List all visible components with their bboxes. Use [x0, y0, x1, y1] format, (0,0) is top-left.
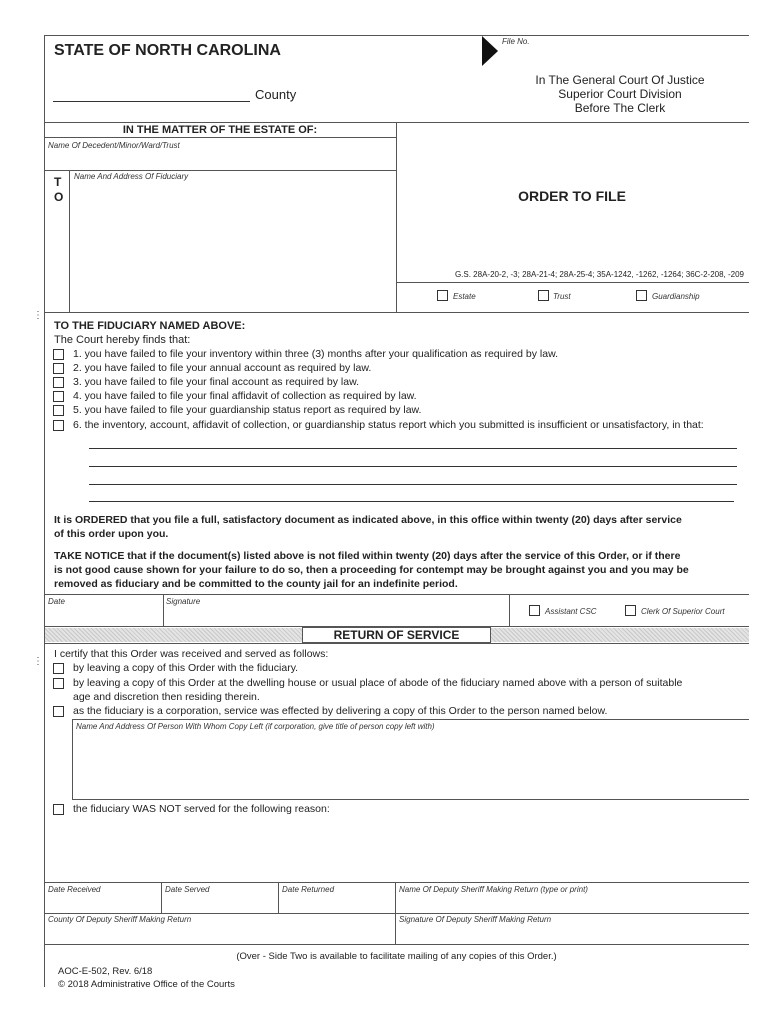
court-lines	[495, 73, 745, 115]
ordered-line-2: of this order upon you.	[54, 528, 169, 540]
finding-3-checkbox[interactable]	[53, 377, 64, 388]
finding-6-text: 6. the inventory, account, affidavit of collection, or guardianship status report which you submitted is insufficient or unsatisfactory, in that:	[73, 419, 704, 431]
date-received-field[interactable]	[48, 896, 158, 910]
court-line: Before The Clerk	[574, 101, 666, 115]
finding-6-checkbox[interactable]	[53, 420, 64, 431]
service-option-1-text: by leaving a copy of this Order with the fiduciary.	[73, 662, 299, 674]
shaded-band-right	[491, 628, 749, 642]
divider	[396, 282, 749, 283]
date-returned-label: Date Returned	[282, 885, 335, 894]
notice-line-2: is not good cause shown for your failure to do so, then a proceeding for contempt may be brought against you and you may be	[54, 564, 689, 576]
signature-label: Signature	[166, 597, 201, 606]
finding-1-checkbox[interactable]	[53, 349, 64, 360]
date-received-label: Date Received	[48, 885, 101, 894]
fiduciary-field[interactable]	[74, 184, 392, 308]
finding-5-text: 5. you have failed to file your guardianship status report as required by law.	[73, 404, 422, 416]
person-copy-left-box[interactable]	[72, 719, 749, 800]
divider	[44, 643, 749, 644]
trust-label: Trust	[553, 292, 571, 301]
court-line: In The General Court Of Justice	[535, 73, 705, 87]
return-of-service-heading: RETURN OF SERVICE	[302, 627, 491, 643]
assistant-csc-label: Assistant CSC	[545, 607, 597, 616]
person-copy-left-label: Name And Address Of Person With Whom Copy Left (if corporation, give title of person copy left with)	[76, 722, 435, 731]
divider	[161, 882, 162, 913]
notice-line-3: removed as fiduciary and be committed to the county jail for an indefinite period.	[54, 578, 458, 590]
service-option-2-text: by leaving a copy of this Order at the dwelling house or usual place of abode of the fiduciary named above with a person of suitable	[73, 677, 683, 689]
file-no-field[interactable]	[498, 52, 748, 66]
divider	[44, 170, 396, 171]
guardianship-checkbox[interactable]	[636, 290, 647, 301]
findings-intro: The Court hereby finds that:	[54, 334, 191, 346]
deputy-county-field[interactable]	[48, 926, 392, 940]
to-letter-o: O	[54, 190, 64, 204]
finding-3-text: 3. you have failed to file your final account as required by law.	[73, 376, 360, 388]
signature-field[interactable]	[166, 608, 504, 624]
left-border	[44, 35, 45, 987]
file-no-label: File No.	[502, 37, 530, 46]
service-option-1-checkbox[interactable]	[53, 663, 64, 674]
fiduciary-label: Name And Address Of Fiduciary	[74, 172, 189, 181]
state-title: STATE OF NORTH CAROLINA	[54, 42, 281, 59]
finding-2-text: 2. you have failed to file your annual account as required by law.	[73, 362, 372, 374]
matter-divider	[396, 122, 397, 312]
divider	[44, 944, 749, 945]
divider	[44, 882, 749, 883]
deputy-signature-label: Signature Of Deputy Sheriff Making Return	[399, 915, 552, 924]
decedent-name-label: Name Of Decedent/Minor/Ward/Trust	[48, 141, 180, 150]
service-option-2-checkbox[interactable]	[53, 678, 64, 689]
form-id: AOC-E-502, Rev. 6/18	[58, 966, 153, 977]
over-note: (Over - Side Two is available to facilitate mailing of any copies of this Order.)	[236, 951, 557, 962]
date-label: Date	[48, 597, 65, 606]
statutes: G.S. 28A-20-2, -3; 28A-21-4; 28A-25-4; 35A-1242, -1262, -1264; 36C-2-208, -209	[454, 270, 744, 279]
finding-4-checkbox[interactable]	[53, 391, 64, 402]
ordered-line-1: It is ORDERED that you file a full, satisfactory document as indicated above, in this office within twenty (20) days after service	[54, 514, 682, 526]
order-title: ORDER TO FILE	[518, 188, 626, 204]
finding-5-checkbox[interactable]	[53, 405, 64, 416]
trust-checkbox[interactable]	[538, 290, 549, 301]
divider	[44, 137, 396, 138]
shaded-band-left	[45, 628, 302, 642]
not-served-text: the fiduciary WAS NOT served for the following reason:	[73, 803, 330, 815]
county-label: County	[255, 87, 297, 102]
assistant-csc-checkbox[interactable]	[529, 605, 540, 616]
date-field[interactable]	[48, 608, 158, 624]
estate-label: Estate	[453, 292, 476, 301]
deputy-name-label: Name Of Deputy Sheriff Making Return (type or print)	[399, 885, 588, 894]
reason-line[interactable]	[89, 466, 737, 467]
service-option-3-text: as the fiduciary is a corporation, service was effected by delivering a copy of this Order to the person named below.	[73, 705, 608, 717]
estate-checkbox[interactable]	[437, 290, 448, 301]
notice-line-1: TAKE NOTICE that if the document(s) listed above is not filed within twenty (20) days after the service of this Order, or if there	[54, 550, 681, 562]
divider	[44, 594, 749, 595]
finding-1-text: 1. you have failed to file your inventory within three (3) months after your qualification as required by law.	[73, 348, 559, 360]
service-intro: I certify that this Order was received and served as follows:	[54, 648, 329, 660]
divider	[44, 913, 749, 914]
divider	[163, 594, 164, 626]
date-served-field[interactable]	[165, 896, 275, 910]
court-line: Superior Court Division	[558, 87, 682, 101]
divider	[509, 594, 510, 626]
date-returned-field[interactable]	[282, 896, 392, 910]
not-served-reason-field[interactable]	[73, 818, 743, 878]
guardianship-label: Guardianship	[652, 292, 700, 301]
to-letter-t: T	[54, 175, 62, 189]
file-no-arrow-icon	[482, 36, 498, 66]
clerk-checkbox[interactable]	[625, 605, 636, 616]
deputy-name-field[interactable]	[399, 896, 745, 910]
finding-4-text: 4. you have failed to file your final affidavit of collection as required by law.	[73, 390, 417, 402]
clerk-label: Clerk Of Superior Court	[641, 607, 725, 616]
reason-line[interactable]	[89, 501, 734, 502]
copyright: © 2018 Administrative Office of the Courts	[58, 979, 235, 990]
findings-heading: TO THE FIDUCIARY NAMED ABOVE:	[54, 320, 246, 332]
finding-2-checkbox[interactable]	[53, 363, 64, 374]
margin-dots: ⋮	[33, 656, 43, 667]
reason-line[interactable]	[89, 484, 737, 485]
service-option-2-text-cont: age and discretion then residing therein.	[73, 691, 260, 703]
deputy-county-label: County Of Deputy Sheriff Making Return	[48, 915, 192, 924]
reason-line[interactable]	[89, 448, 737, 449]
deputy-signature-field[interactable]	[399, 926, 745, 940]
margin-dots: ⋮	[33, 310, 43, 321]
top-border	[44, 35, 749, 36]
to-divider	[69, 170, 70, 312]
decedent-name-field[interactable]	[48, 152, 392, 168]
date-served-label: Date Served	[165, 885, 210, 894]
county-input-line[interactable]	[53, 101, 250, 102]
matter-heading: IN THE MATTER OF THE ESTATE OF:	[122, 124, 318, 136]
service-option-3-checkbox[interactable]	[53, 706, 64, 717]
not-served-checkbox[interactable]	[53, 804, 64, 815]
divider	[278, 882, 279, 913]
divider	[44, 312, 749, 313]
